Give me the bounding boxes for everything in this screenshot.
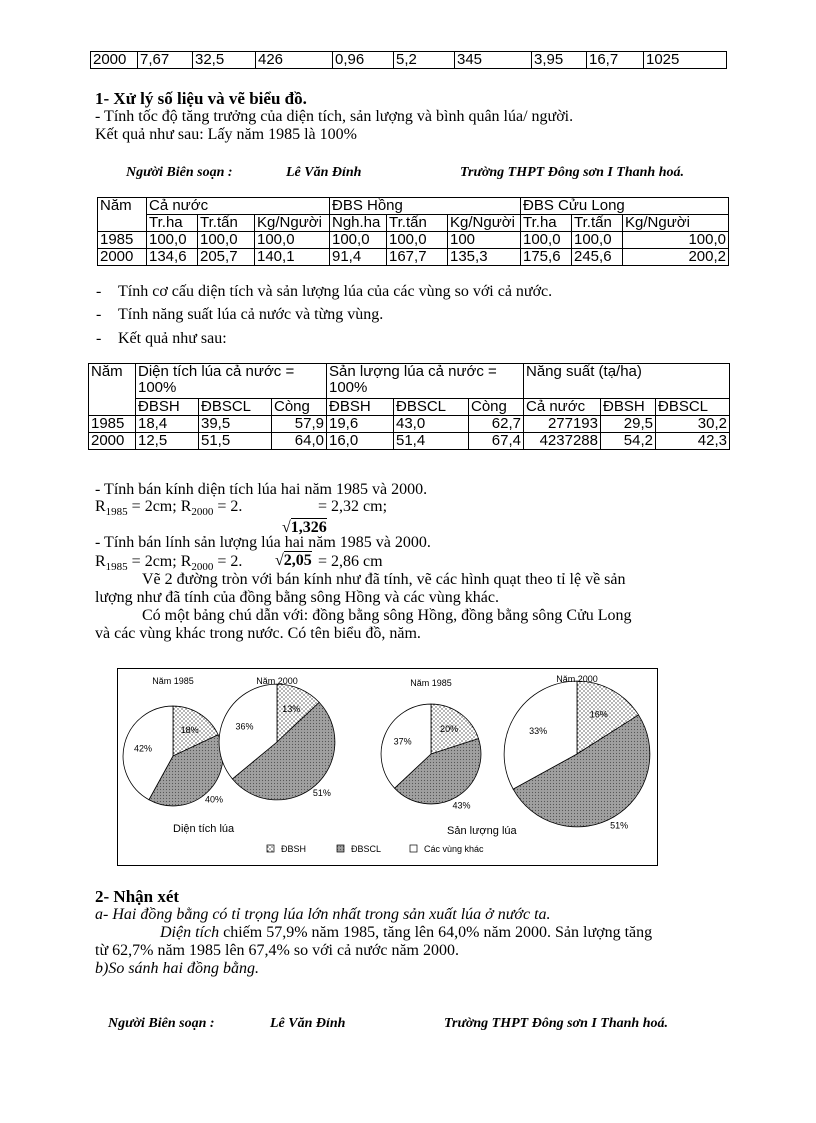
- radius-line1: - Tính bán kính diện tích lúa hai năm 1985 và 2000.: [95, 481, 428, 498]
- legend-swatch-dbscl: [337, 845, 344, 852]
- section1-line1: - Tính tốc độ tăng trưởng của diện tích, sản lượng và bình quân lúa/ người.: [95, 108, 574, 125]
- radius-formula2: $R_{1985} = 2cm$; $R_{2000} = 2$.: [95, 553, 243, 574]
- radius-line2: - Tính bán lính sản lượng lúa hai năm 1985 và 2000.: [95, 534, 431, 551]
- bullet-item: - Tính cơ cấu diện tích và sản lượng lúa của các vùng so với cả nước.: [118, 283, 552, 301]
- para2-line2: và các vùng khác trong nước. Có tên biểu đồ, năm.: [95, 625, 421, 642]
- group-label-area: Diện tích lúa: [173, 823, 235, 835]
- table-header-row: Năm Diện tích lúa cả nước = 100% Sản lượng lúa cả nước = 100% Năng suất (tạ/ha): [89, 364, 730, 399]
- table-row: 1985 18,4 39,5 57,9 19,6 43,0 62,7 277193 29,5 30,2: [89, 416, 730, 433]
- pie-year-title: Năm 1985: [152, 676, 194, 686]
- table-subheader-row: Tr.ha Tr.tấn Kg/Người Ngh.ha Tr.tấn Kg/Người Tr.ha Tr.tấn Kg/Người: [98, 215, 729, 232]
- group-label-output: Sản lượng lúa: [447, 825, 517, 837]
- pie-label-dbsh: 18%: [180, 724, 199, 735]
- pie-year-title: Năm 2000: [556, 674, 598, 684]
- author-label: Người Biên soạn :: [126, 165, 233, 180]
- growth-table: [97, 197, 729, 266]
- section1-heading: 1- Xử lý số liệu và vẽ biểu đồ.: [95, 89, 307, 108]
- pie-chart-figure: [117, 668, 658, 866]
- section2-line-b: b)So sánh hai đồng bằng.: [95, 960, 259, 977]
- top-data-table: [90, 51, 727, 69]
- para1-line1: Vẽ 2 đường tròn với bán kính như đã tính, vẽ các hình quạt theo tỉ lệ về sản: [142, 571, 626, 588]
- pie-label-other: 33%: [529, 726, 548, 737]
- legend-swatch-dbsh: [267, 845, 274, 852]
- section2-heading: 2- Nhận xét: [95, 887, 180, 906]
- para2-line1: Có một bảng chú dẫn với: đồng bằng sông Hồng, đồng bằng sông Cửu Long: [142, 607, 632, 624]
- pie-label-other: 37%: [393, 736, 412, 747]
- pie-label-dbscl: 40%: [205, 794, 224, 805]
- school-name-bottom: Trường THPT Đông sơn I Thanh hoá.: [444, 1016, 668, 1031]
- legend-swatch-other: [410, 845, 417, 852]
- author-label-bottom: Người Biên soạn :: [108, 1016, 215, 1031]
- pie-label-dbsh: 16%: [589, 709, 608, 720]
- pie-label-dbsh: 13%: [282, 704, 301, 715]
- school-name: Trường THPT Đông sơn I Thanh hoá.: [460, 165, 684, 180]
- legend-label-dbscl: ĐBSCL: [351, 844, 382, 854]
- legend: [267, 844, 484, 854]
- pie-label-dbscl: 43%: [452, 800, 471, 811]
- section2-para-l1: Diện tích chiếm 57,9% năm 1985, tăng lên 64,0% năm 2000. Sản lượng tăng: [160, 924, 653, 941]
- radius-result2: = 2,86 cm: [318, 553, 383, 570]
- pie-label-dbscl: 51%: [312, 787, 331, 798]
- table-header-row: Năm Cả nước ĐBS Hồng ĐBS Cửu Long: [98, 198, 729, 215]
- pie-year-title: Năm 1985: [410, 678, 452, 688]
- pie-year-title: Năm 2000: [256, 676, 298, 686]
- bullet-item: - Tính năng suất lúa cả nước và từng vùng.: [118, 306, 383, 324]
- sqrt-205: √2,05: [275, 552, 312, 569]
- pie-label-other: 42%: [134, 743, 153, 754]
- pie-label-dbscl: 51%: [610, 820, 629, 831]
- sqrt-1326: √1,326: [282, 519, 327, 536]
- table-row: 2000 12,5 51,5 64,0 16,0 51,4 67,4 4237288 54,2 42,3: [89, 433, 730, 450]
- section1-line2: Kết quả như sau: Lấy năm 1985 là 100%: [95, 126, 357, 143]
- bullet-item: - Kết quả như sau:: [118, 330, 227, 348]
- section2-line-a: a- Hai đồng bằng có tỉ trọng lúa lớn nhất trong sản xuất lúa ở nước ta.: [95, 906, 551, 923]
- radius-formula1: $R_{1985} = 2cm$; $R_{2000} = 2$.: [95, 498, 243, 519]
- author-name: Lê Văn Đỉnh: [286, 165, 362, 180]
- pie-label-other: 36%: [235, 721, 254, 732]
- structure-table: [88, 363, 730, 450]
- table-row: 2000 7,67 32,5 426 0,96 5,2 345 3,95 16,7 1025: [91, 52, 727, 69]
- section2-para-l2: từ 62,7% năm 1985 lên 67,4% so với cả nước năm 2000.: [95, 942, 459, 959]
- pie-label-dbsh: 20%: [440, 723, 459, 734]
- para1-line2: lượng như đã tính của đồng bằng sông Hồng và các vùng khác.: [95, 589, 499, 606]
- table-row: 2000 134,6 205,7 140,1 91,4 167,7 135,3 175,6 245,6 200,2: [98, 249, 729, 266]
- legend-label-dbsh: ĐBSH: [281, 844, 307, 854]
- legend-label-other: Các vùng khác: [424, 844, 484, 854]
- author-name-bottom: Lê Văn Đỉnh: [270, 1016, 346, 1031]
- table-subheader-row: ĐBSH ĐBSCL Còng ĐBSH ĐBSCL Còng Cả nước ĐBSH ĐBSCL: [89, 399, 730, 416]
- table-row: 1985 100,0 100,0 100,0 100,0 100,0 100 100,0 100,0 100,0: [98, 232, 729, 249]
- radius-result1: = 2,32 cm;: [318, 498, 388, 515]
